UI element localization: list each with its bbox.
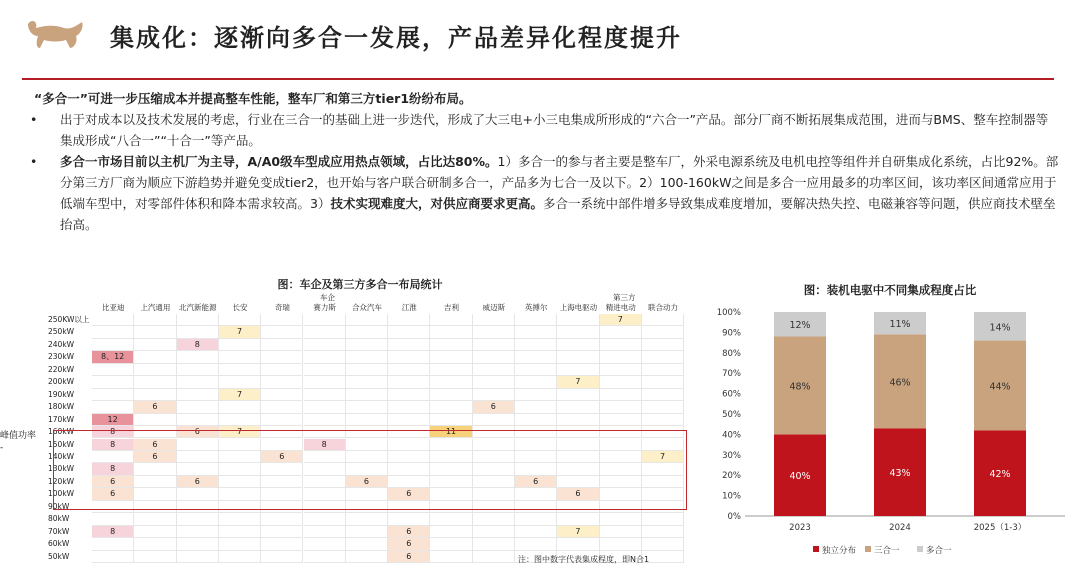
grid-cell [261,551,303,563]
grid-cell [92,401,134,413]
grid-cell [177,414,219,426]
grid-cell [219,414,261,426]
grid-value-cell: 8 [92,463,134,475]
grid-cell [557,414,599,426]
grid-value-cell: 6 [388,488,430,500]
legend-swatch [917,546,923,552]
grid-cell [92,314,134,326]
grid-value-cell: 6 [177,476,219,488]
grid-cell [134,339,176,351]
grid-cell [473,314,515,326]
grid-cell [219,339,261,351]
grid-cell [642,513,684,525]
grid-cell [346,339,388,351]
legend-label: 独立分布 [822,546,857,556]
grid-cell [600,351,642,363]
grid-cell [430,351,472,363]
row-header: 70kW [48,526,70,536]
grid-cell [219,526,261,538]
grid-cell [473,339,515,351]
row-header: 250kW [48,327,75,337]
grid-cell [600,513,642,525]
grid-cell [346,376,388,388]
grid-value-cell: 8、12 [92,351,134,363]
grid-cell [261,538,303,550]
y-axis-label-text: 峰值功率 [0,431,37,441]
grid-cell [134,526,176,538]
column-header: 比亚迪 [101,303,125,312]
grid-cell [177,326,219,338]
grid-value-cell: 6 [134,401,176,413]
row-header: 160kW [48,427,75,437]
grid-cell [642,364,684,376]
grid-cell [134,551,176,563]
column-header: 长安 [232,303,248,312]
legend-swatch [865,546,871,552]
y-tick-label: 80% [722,348,741,359]
table-note: 注：图中数字代表集成程度，即N合1 [518,555,650,564]
bar-data-label: 12% [789,320,811,332]
bar-data-label: 44% [989,381,1011,393]
row-header: 140kW [48,451,75,461]
grid-cell [134,326,176,338]
grid-value-cell: 6 [134,451,176,463]
grid-cell [515,538,557,550]
bullet-2-bold-1: 多合一市场目前以主机厂为主导，A/A0级车型成应用热点领域，占比达80%。 [60,154,498,169]
grid-cell [304,351,346,363]
grid-cell [304,526,346,538]
grid-value-cell: 6 [515,476,557,488]
grid-cell [388,414,430,426]
grid-cell [134,389,176,401]
grid-cell [92,376,134,388]
grid-cell [346,526,388,538]
grid-cell [600,326,642,338]
grid-value-cell: 8 [92,426,134,438]
grid-cell [388,326,430,338]
bar-data-label: 46% [889,377,911,389]
highlight-box [53,430,687,510]
grid-cell [346,513,388,525]
y-axis-label-dash: - [0,443,4,453]
grid-value-cell: 8 [92,526,134,538]
grid-cell [642,538,684,550]
grid-value-cell: 7 [557,376,599,388]
grid-cell [261,326,303,338]
grid-cell [515,314,557,326]
grid-value-cell: 8 [92,439,134,451]
column-header: 上海电驱动 [559,303,598,312]
grid-cell [515,401,557,413]
grid-cell [642,414,684,426]
column-header: 精进电动 [605,303,636,312]
grid-cell [177,364,219,376]
grid-cell [261,364,303,376]
grid-value-cell: 6 [388,526,430,538]
row-header: 50kW [48,551,70,561]
y-tick-label: 100% [716,308,741,318]
grid-value-cell: 6 [346,476,388,488]
grid-cell [600,339,642,351]
grid-cell [642,314,684,326]
grid-cell [388,401,430,413]
grid-cell [600,389,642,401]
grid-cell [388,339,430,351]
grid-cell [642,389,684,401]
column-header: 吉利 [444,303,460,312]
grid-cell [642,326,684,338]
bullet-2-regular-2: 多合一系统中部件增多导致集成难度增加，要解决热失控、电磁兼容等问题，供应商技术壁垒抬高。 [60,196,1056,232]
x-tick-label: 2025（1-3） [973,523,1027,533]
grid-value-cell: 7 [600,314,642,326]
column-header: 上汽通用 [140,303,171,312]
column-header: 奇瑞 [274,303,290,312]
grid-cell [92,326,134,338]
grid-cell [473,526,515,538]
row-header: 100kW [48,489,75,499]
grid-cell [304,339,346,351]
grid-cell [92,339,134,351]
row-header: 90kW [48,501,70,511]
grid-cell [515,364,557,376]
row-header: 150kW [48,439,75,449]
group-header-oem: 车企 [320,293,335,302]
grid-cell [261,376,303,388]
row-header: 80kW [48,514,70,524]
grid-cell [304,364,346,376]
grid-value-cell: 6 [92,476,134,488]
grid-value-cell: 11 [430,426,472,438]
grid-cell [304,326,346,338]
bar-data-label: 14% [989,322,1011,334]
grid-cell [473,326,515,338]
grid-cell [134,538,176,550]
grid-cell [557,401,599,413]
grid-cell [261,389,303,401]
grid-cell [642,376,684,388]
grid-cell [600,526,642,538]
grid-cell [219,538,261,550]
grid-cell [430,339,472,351]
grid-cell [515,376,557,388]
grid-cell [557,351,599,363]
lead-sentence: “多合一”可进一步压缩成本并提高整车性能，整车厂和第三方tier1纷纷布局。 [34,91,472,106]
grid-cell [177,389,219,401]
column-header: 赛力斯 [313,303,336,312]
grid-cell [557,364,599,376]
grid-value-cell: 7 [219,326,261,338]
bar-data-label: 40% [789,471,811,483]
grid-cell [304,513,346,525]
grid-value-cell: 6 [134,439,176,451]
grid-cell [346,538,388,550]
bullet-2-regular-1: 1）多合一的参与者主要是整车厂，外采电源系统及电机电控等组件并自研集成化系统，占比92%。部分第三方厂商为顺应下游趋势并避免变成tier2，也开始与客户联合研制多合一，产品多为七合一及以下。2）100-160kW之间是多合一应用最多的功率区间，该功率区间通常应用于低端车型中，对零部件体积和降本需求较高。3） [60,154,1059,211]
y-tick-label: 60% [722,389,741,400]
row-header: 220kW [48,364,75,374]
grid-cell [430,526,472,538]
grid-cell [473,414,515,426]
grid-cell [134,351,176,363]
grid-value-cell: 7 [219,389,261,401]
grid-cell [177,551,219,563]
grid-cell [430,326,472,338]
grid-cell [219,364,261,376]
legend-label: 三合一 [874,546,900,556]
y-tick-label: 90% [722,328,741,339]
grid-cell [557,538,599,550]
grid-cell [388,376,430,388]
grid-cell [430,401,472,413]
grid-value-cell: 6 [388,538,430,550]
grid-value-cell: 7 [557,526,599,538]
grid-cell [346,364,388,376]
row-header: 240kW [48,339,75,349]
table-figure-title: 图：车企及第三方多合一布局统计 [277,278,443,291]
bar-data-label: 11% [889,319,911,331]
grid-value-cell: 6 [261,451,303,463]
bar-data-label: 48% [789,381,811,393]
grid-cell [430,364,472,376]
legend-swatch [813,546,819,552]
grid-cell [388,389,430,401]
grid-cell [177,538,219,550]
grid-cell [304,389,346,401]
x-tick-label: 2023 [789,523,811,533]
grid-cell [346,551,388,563]
column-header: 江淮 [401,303,417,312]
grid-cell [134,314,176,326]
grid-cell [177,351,219,363]
grid-cell [177,513,219,525]
row-header: 190kW [48,389,75,399]
grid-cell [177,401,219,413]
bullet-2-bold-2: 技术实现难度大，对供应商要求更高。 [330,196,543,211]
grid-cell [92,538,134,550]
grid-cell [600,414,642,426]
grid-cell [261,414,303,426]
row-header: 170kW [48,414,75,424]
grid-value-cell: 6 [388,551,430,563]
y-tick-label: 70% [722,369,741,380]
grid-cell [515,526,557,538]
grid-cell [473,551,515,563]
table-y-axis-label [0,430,36,454]
grid-cell [346,314,388,326]
grid-cell [600,401,642,413]
grid-cell [388,351,430,363]
grid-cell [642,401,684,413]
column-header: 威迈斯 [482,303,506,312]
page-title: 集成化：逐渐向多合一发展，产品差异化程度提升 [110,24,682,52]
grid-cell [219,401,261,413]
grid-cell [473,351,515,363]
grid-cell [261,314,303,326]
column-header: 联合动力 [648,303,679,312]
grid-cell [219,551,261,563]
grid-cell [177,376,219,388]
grid-cell [177,526,219,538]
grid-cell [430,538,472,550]
grid-cell [557,389,599,401]
grid-cell [304,376,346,388]
grid-cell [515,351,557,363]
grid-cell [304,538,346,550]
grid-cell [430,414,472,426]
grid-cell [473,389,515,401]
grid-cell [473,364,515,376]
bar-data-label: 42% [989,469,1011,481]
grid-cell [304,314,346,326]
row-header: 130kW [48,464,75,474]
grid-cell [430,376,472,388]
grid-cell [219,314,261,326]
row-header: 60kW [48,539,70,549]
grid-cell [515,326,557,338]
grid-value-cell: 6 [177,426,219,438]
grid-cell [92,551,134,563]
bar-data-label: 43% [889,468,911,480]
grid-cell [92,513,134,525]
grid-cell [261,526,303,538]
grid-cell [261,351,303,363]
row-header: 230kW [48,352,75,362]
grid-value-cell: 8 [304,439,346,451]
grid-cell [346,414,388,426]
grid-cell [430,551,472,563]
grid-cell [642,339,684,351]
grid-cell [388,513,430,525]
column-header: 合众汽车 [351,303,382,312]
grid-cell [346,351,388,363]
grid-value-cell: 6 [473,401,515,413]
grid-cell [515,414,557,426]
y-tick-label: 30% [722,450,741,461]
grid-cell [134,376,176,388]
column-header: 北汽新能源 [178,303,217,312]
row-header: 120kW [48,476,75,486]
grid-cell [92,364,134,376]
grid-cell [304,414,346,426]
grid-cell [346,401,388,413]
grid-cell [600,538,642,550]
grid-cell [600,364,642,376]
grid-cell [430,389,472,401]
grid-value-cell: 6 [557,488,599,500]
grid-value-cell: 6 [92,488,134,500]
grid-cell [346,389,388,401]
column-header: 英搏尔 [524,303,548,312]
grid-value-cell: 12 [92,414,134,426]
grid-cell [346,326,388,338]
y-tick-label: 40% [722,430,741,441]
x-tick-label: 2024 [889,523,911,533]
y-tick-label: 20% [722,471,741,482]
grid-cell [261,401,303,413]
grid-value-cell: 8 [177,339,219,351]
y-tick-label: 10% [722,491,741,502]
grid-cell [642,526,684,538]
grid-cell [642,351,684,363]
grid-cell [134,513,176,525]
grid-cell [430,513,472,525]
grid-cell [304,401,346,413]
grid-cell [388,314,430,326]
grid-cell [515,339,557,351]
grid-cell [515,513,557,525]
row-header: 250KW以上 [48,315,90,324]
stacked-bar-chart [705,298,1075,572]
grid-cell [92,389,134,401]
row-header: 200kW [48,377,75,387]
grid-cell [219,351,261,363]
grid-cell [134,364,176,376]
legend-label: 多合一 [926,546,952,556]
grid-cell [430,314,472,326]
grid-cell [134,414,176,426]
grid-cell [473,376,515,388]
grid-cell [177,314,219,326]
y-tick-label: 0% [727,512,741,522]
grid-cell [557,326,599,338]
grid-cell [515,389,557,401]
grid-cell [473,538,515,550]
group-header-third-party: 第三方 [613,293,636,302]
grid-cell [557,314,599,326]
grid-cell [557,513,599,525]
grid-cell [473,513,515,525]
chart-title: 图：装机电驱中不同集成程度占比 [803,283,977,297]
grid-cell [219,513,261,525]
grid-cell [388,364,430,376]
y-tick-label: 50% [722,410,741,420]
grid-cell [261,513,303,525]
grid-value-cell: 7 [642,451,684,463]
grid-cell [600,376,642,388]
grid-cell [557,339,599,351]
grid-cell [219,376,261,388]
grid-cell [304,551,346,563]
bullet-1-text: 出于对成本以及技术发展的考虑，行业在三合一的基础上进一步迭代，形成了大三电+小三电集成所形成的“六合一”产品。部分厂商不断拓展集成范围，进而与BMS、整车控制器等集成形成“八合一”“十合一”等产品。 [60,112,1049,148]
grid-value-cell: 7 [219,426,261,438]
bullet-dot: • [30,154,38,169]
grid-cell [261,339,303,351]
row-header: 180kW [48,402,75,412]
bullet-dot: • [30,112,38,127]
